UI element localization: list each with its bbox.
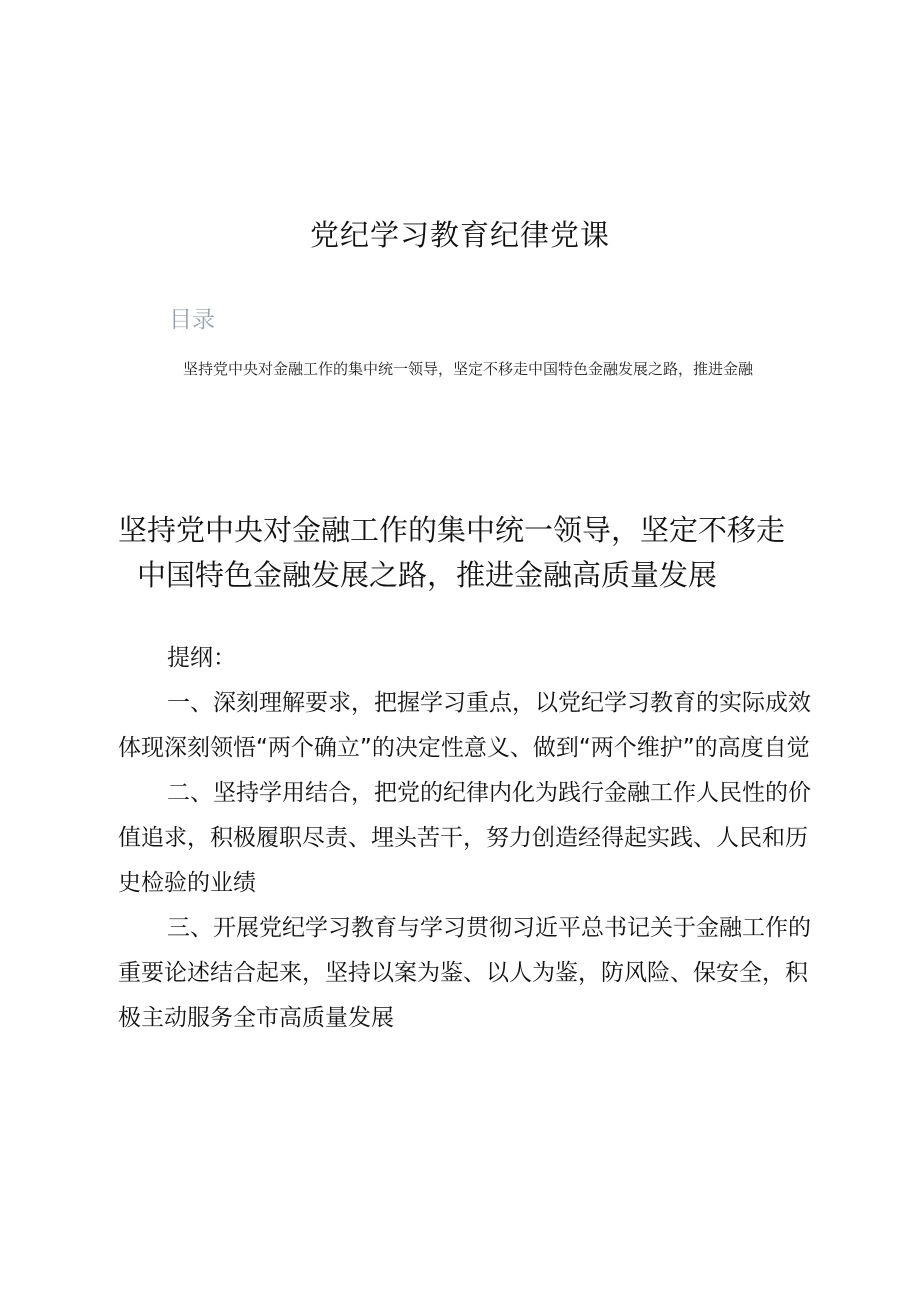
section-title-line1: 坚持党中央对金融工作的集中统一领导，坚定不移走 (118, 513, 786, 547)
outline-label: 提纲： (167, 645, 236, 671)
outline-item-1: 一、深刻理解要求，把握学习重点，以党纪学习教育的实际成效体现深刻领悟“两个确立”的决定性意义、做到“两个维护”的高度自觉 (118, 690, 811, 761)
outline-item-2: 二、坚持学用结合，把党的纪律内化为践行金融工作人民性的价值追求，积极履职尽责、埋头苦干，努力创造经得起实践、人民和历史检验的业绩 (118, 780, 811, 896)
outline-item-3: 三、开展党纪学习教育与学习贯彻习近平总书记关于金融工作的重要论述结合起来，坚持以案为鉴、以人为鉴，防风险、保安全，积极主动服务全市高质量发展 (118, 915, 811, 1031)
toc-heading: 目录 (169, 307, 215, 333)
section-title-line2: 中国特色金融发展之路，推进金融高质量发展 (137, 558, 718, 592)
section-title (118, 508, 808, 598)
outline-body (118, 636, 824, 1041)
toc-entry-1[interactable]: 坚持党中央对金融工作的集中统一领导，坚定不移走中国特色金融发展之路，推进金融 (183, 360, 754, 378)
document-title: 党纪学习教育纪律党课 (309, 218, 610, 252)
